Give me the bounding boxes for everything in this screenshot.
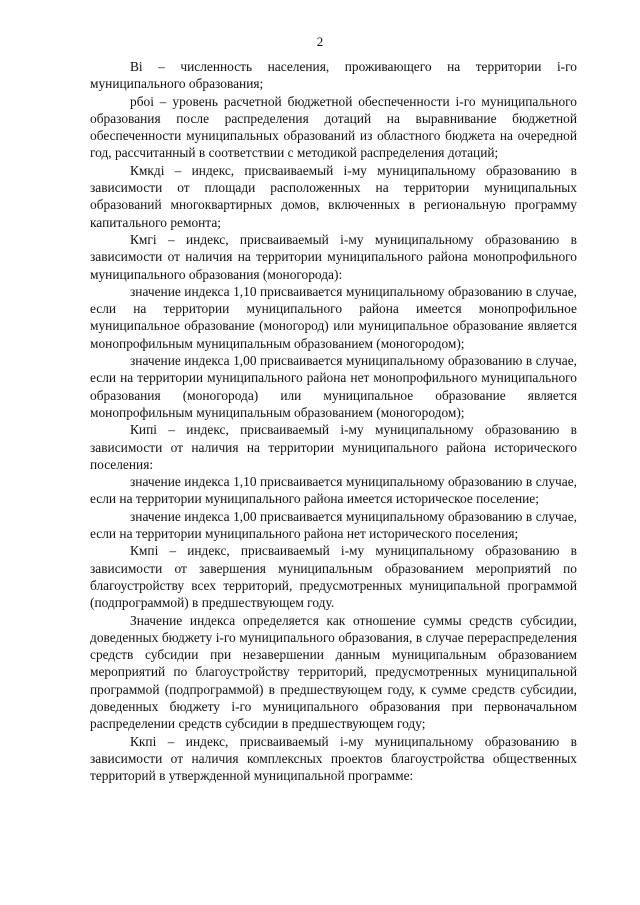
paragraph-11: Значение индекса определяется как отношение суммы средств субсидии, доведенных бюджету i-го муниципального образования, в случае перераспределения средств субсидии при незавершении данным муниципальным образованием мероприятий по благоустройству территорий, предусмотренных муниципальной программой (подпрограммой) в предшествующем году, к сумме средств субсидии, доведенных бюджету i-го муниципального образования при первоначальном распределении средств субсидии в предшествующем году; <box>90 612 577 732</box>
paragraph-7: Кипi – индекс, присваиваемый i-му муниципальному образованию в зависимости от наличия на территории муниципального района исторического поселения: <box>90 422 577 472</box>
paragraph-4: Кмгi – индекс, присваиваемый i-му муниципальному образованию в зависимости от наличия на территории муниципального района монопрофильного муниципального образования (моногорода): <box>90 231 577 282</box>
paragraph-9: значение индекса 1,00 присваивается муниципальному образованию в случае, если на территории муниципального района нет исторического поселения; <box>90 508 577 542</box>
paragraph-2: рбоi – уровень расчетной бюджетной обеспеченности i-го муниципального образования после распределения дотаций на выравнивание бюджетной обеспеченности муниципальных образований из областного бюджета на очередной год, рассчитанный в соответствии с методикой распределения дотаций; <box>90 93 577 161</box>
paragraph-6: значение индекса 1,00 присваивается муниципальному образованию в случае, если на территории муниципального района нет монопрофильного муниципального образования (моногорода) или муниципальное образование является монопрофильным муниципальным образованием (моногородом); <box>90 353 577 420</box>
paragraph-3: Кмкдi – индекс, присваиваемый i-му муниципальному образованию в зависимости от площади расположенных на территории муниципальных образований многоквартирных домов, включенных в региональную программу капитального ремонта; <box>90 162 577 230</box>
page-number: 2 <box>316 34 324 49</box>
paragraph-10: Кмпi – индекс, присваиваемый i-му муниципальному образованию в зависимости от завершения муниципальным образованием мероприятий по благоустройству всех территорий, предусмотренных муниципальной программой (подпрограммой) в предшествующем году. <box>90 543 577 611</box>
paragraph-1: Вi – численность населения, проживающего на территории i-го муниципального образования; <box>90 59 577 92</box>
paragraph-8: значение индекса 1,10 присваивается муниципальному образованию в случае, если на территории муниципального района имеется историческое поселение; <box>90 474 577 507</box>
document-body <box>90 58 577 784</box>
paragraph-12: Ккпi – индекс, присваиваемый i-му муниципальному образованию в зависимости от наличия комплексных проектов благоустройства общественных территорий в утвержденной муниципальной программе: <box>90 733 577 784</box>
paragraph-5: значение индекса 1,10 присваивается муниципальному образованию в случае, если на территории муниципального района имеется монопрофильное муниципальное образование (моногород) или муниципальное образование является монопрофильным муниципальным образованием (моногородом); <box>90 283 577 351</box>
